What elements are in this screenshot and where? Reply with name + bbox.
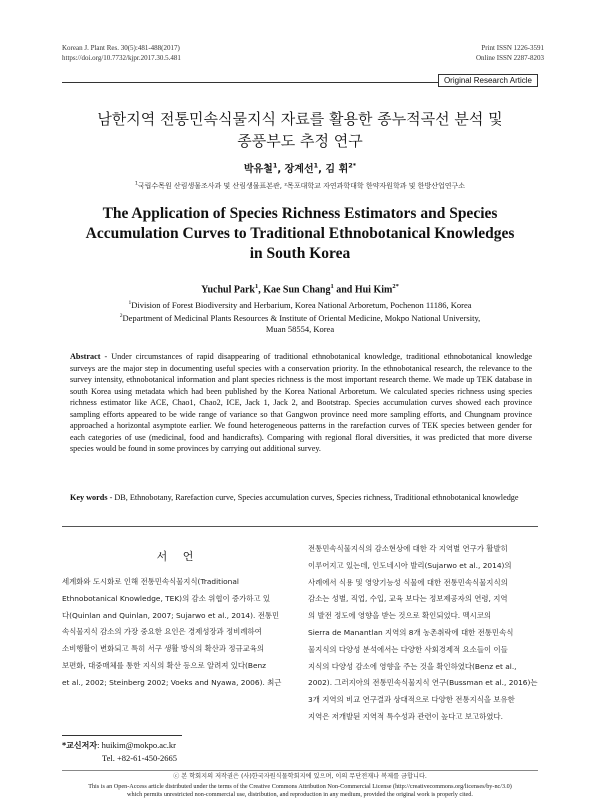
- english-author-2-sup: 1: [330, 283, 334, 290]
- issn-block: [476, 44, 544, 63]
- intro-left-line: Ethnobotanical Knowledge, TEK)의 감소 위협이 증가하고 있: [62, 593, 270, 603]
- corresponding-tel: Tel. +82-61-450-2665: [102, 753, 178, 763]
- english-authors: Yuchul Park$^1$, Kae Sun Chang$^1$ and Hui Kim$^{2*}$: [201, 283, 399, 296]
- english-affiliation-1: [60, 298, 540, 311]
- english-affiliation-2-sup: 2: [119, 312, 123, 319]
- intro-right-line: 3개 지역의 비교 연구결과 상대적으로 다양한 전통지식을 보유한: [308, 695, 515, 705]
- intro-right-line: Sierra de Manantlan 지역의 8개 농촌취락에 대한 전통민속식: [308, 627, 514, 637]
- intro-left-line: 소비행활이 변화되고 특히 서구 생활 방식의 확산과 정규교육의: [62, 644, 265, 654]
- footnote-rule: [62, 735, 182, 736]
- english-title-line2: Accumulation Curves to Traditional Ethnobotanical Knowledges: [85, 225, 515, 242]
- intro-right-line: 2002). 그러지아의 전통민속식물지식 연구(Bussman et al., 2016)는: [308, 678, 538, 688]
- english-affiliation-2: [60, 311, 540, 324]
- intro-left-line: 속식물지식 감소의 가장 중요한 요인은 경제성장과 정비례하여: [62, 627, 262, 637]
- korean-affiliation-text: 국립수목원 산림생물조사과 및 산림생물표본관, ²목포대학교 자연과학대학 한약자원학과 및 한방산업연구소: [137, 182, 466, 190]
- korean-title-line2: 종풍부도 추정 연구: [237, 132, 363, 150]
- english-title-line1: The Application of Species Richness Estimators and Species: [102, 205, 498, 222]
- intro-left-line: 세계화와 도시화로 인해 전통민속식물지식(Traditional: [62, 577, 239, 586]
- korean-author-2-sup: 1: [313, 161, 319, 170]
- abstract-label: Abstract: [70, 352, 101, 361]
- intro-right-line: 전통민속식물지식의 감소현상에 대한 각 지역별 연구가 활발히: [308, 544, 508, 553]
- english-author-3: Hui Kim: [354, 284, 393, 296]
- abstract-text: - Under circumstances of rapid disappearing of traditional ethnobotanical knowledge, traditional ethnobotanical knowledge surveys are the major step in documenting useful species with a conservation priority. In the ethnobotanical research, the relevance to the survey intensity, ethnobotanical information and plant species richness is the most important research theme. We made up TEK database in south Korea using metadata which had been published by the Korea National Arboretum. We calculated species richness using species richness estimator like ACE, Chao1, Chao2, ICE, Jack 1, Jack 2, and Bootstrap. Species accumulation curves showed each province sampling efforts appeared to be wide range of variance so that Gangwon province need more sampling efforts, and Chungnam province approached a horizontal asymptote earlier. We found heterogeneous patterns in the rarefaction curves of TEK species between gender for each categories of use (medicinal, food and handicrafts). Comparing with regional floral diversities, it was predicted that more diverse species would be found in some provinces by carrying out additional survey.: [70, 352, 532, 453]
- korean-affiliation: [40, 181, 560, 191]
- intro-left-line: 보편화, 대중매체를 통한 지식의 확산 등으로 알려져 있다(Benz: [62, 660, 267, 670]
- abstract-divider: [62, 526, 538, 527]
- footer-rule: [62, 770, 538, 771]
- english-affiliation-1-sup: 1: [128, 300, 132, 306]
- online-issn: Online ISSN 2287-8203: [475, 53, 544, 62]
- corresponding-author: [62, 739, 177, 765]
- journal-name: Korean J. Plant Res. 30(5):481-488(2017): [62, 44, 180, 52]
- korean-affiliation-sup: 1: [134, 181, 138, 187]
- korean-author-3-sup: 2*: [348, 161, 357, 170]
- korean-author-3: 김 휘: [325, 164, 349, 175]
- keywords-label: Key words: [70, 493, 108, 502]
- intro-right-column: [308, 541, 540, 726]
- english-title-line3: in South Korea: [249, 245, 351, 262]
- keywords-paragraph: [70, 492, 532, 504]
- korean-authors: 박유철$^1$, 장계선$^1$, 김 휘$^{2*}$: [243, 161, 357, 175]
- english-affiliations: [60, 298, 540, 335]
- intro-left-line: et al., 2002; Steinberg 2002; Voeks and Nyawa, 2006). 최근: [62, 677, 282, 687]
- korean-author-1: 박유철: [243, 164, 273, 175]
- korean-title: [40, 108, 560, 152]
- korean-author-1-sup: 1: [272, 161, 278, 170]
- article-type-badge: Original Research Article: [438, 74, 538, 87]
- corresponding-email[interactable]: : huikim@mokpo.ac.kr: [97, 740, 176, 750]
- english-author-1: Yuchul Park: [201, 284, 255, 296]
- korean-author-2: 장계선: [284, 164, 314, 175]
- license-line-2: which permits unrestricted non-commercial use, distribution, and reproduction in any medium, provided the original work is properly cited.: [127, 791, 473, 798]
- english-affiliation-2b: Muan 58554, Korea: [265, 323, 335, 334]
- english-author-2: Kae Sun Chang: [263, 284, 331, 296]
- english-author-3-sup: 2*: [392, 283, 399, 290]
- intro-right-line: 의 발전 정도에 영향을 받는 것으로 확인되었다. 멕시코의: [308, 611, 492, 621]
- intro-right-line: 이루어지고 있는데, 인도네시아 발리(Sujarwo et al., 2014)의: [308, 560, 512, 570]
- english-title: [40, 204, 560, 264]
- intro-right-line: 감소는 성별, 직업, 수입, 교육 보다는 정보제공자의 연령, 지역: [308, 594, 508, 604]
- license-line-1: This is an Open-Access article distributed under the terms of the Creative Commons Attribution Non-Commercial License (http://creativecommons.org/licenses/by-nc/3.0): [88, 783, 512, 790]
- english-authors-and: and: [336, 284, 353, 296]
- english-affiliation-2-line1: Department of Medicinal Plants Resources & Institute of Oriental Medicine, Mokpo National University,: [122, 312, 481, 323]
- corresponding-label: *교신저자: [62, 741, 98, 750]
- print-issn: Print ISSN 1226-3591: [481, 44, 544, 52]
- intro-right-line: 사례에서 식용 및 영양기능성 식물에 대한 전통민속식물지식의: [308, 577, 508, 587]
- copyright-notice: ⓒ 본 학회지의 저작권은 (사)한국자원식물학회지에 있으며, 이의 무단전재나 복제를 금합니다.: [173, 773, 427, 780]
- intro-right-line: 지역은 저개발된 지역적 특수성과 관련이 높다고 보고하였다.: [308, 711, 503, 721]
- license-notice: [30, 783, 570, 799]
- abstract-paragraph: [70, 351, 532, 455]
- english-affiliation-1-text: Division of Forest Biodiversity and Herbarium, Korea National Arboretum, Pochenon 11186, Korea: [131, 299, 472, 310]
- intro-left-column: [62, 574, 294, 692]
- journal-citation: [62, 44, 181, 63]
- english-author-1-sup: 1: [254, 283, 259, 290]
- keywords-text: - DB, Ethnobotany, Rarefaction curve, Species accumulation curves, Species richness, Traditional ethnobotanical knowledge: [107, 493, 519, 502]
- intro-left-line: 다(Quinlan and Quinlan, 2007; Sujarwo et al., 2014). 전통민: [62, 610, 280, 620]
- intro-right-line: 물지식의 다양성 분석에서는 다양한 사회경제적 요소들이 이들: [308, 644, 508, 654]
- doi-link[interactable]: https://doi.org/10.7732/kjpr.2017.30.5.481: [62, 53, 181, 62]
- korean-title-line1: 남한지역 전통민속식물지식 자료를 활용한 종누적곡선 분석 및: [97, 110, 503, 128]
- intro-heading: 서 언: [156, 550, 200, 563]
- intro-right-line: 지식의 다양성 감소에 영향을 주는 것을 확인하였다(Benz et al.,: [308, 661, 517, 671]
